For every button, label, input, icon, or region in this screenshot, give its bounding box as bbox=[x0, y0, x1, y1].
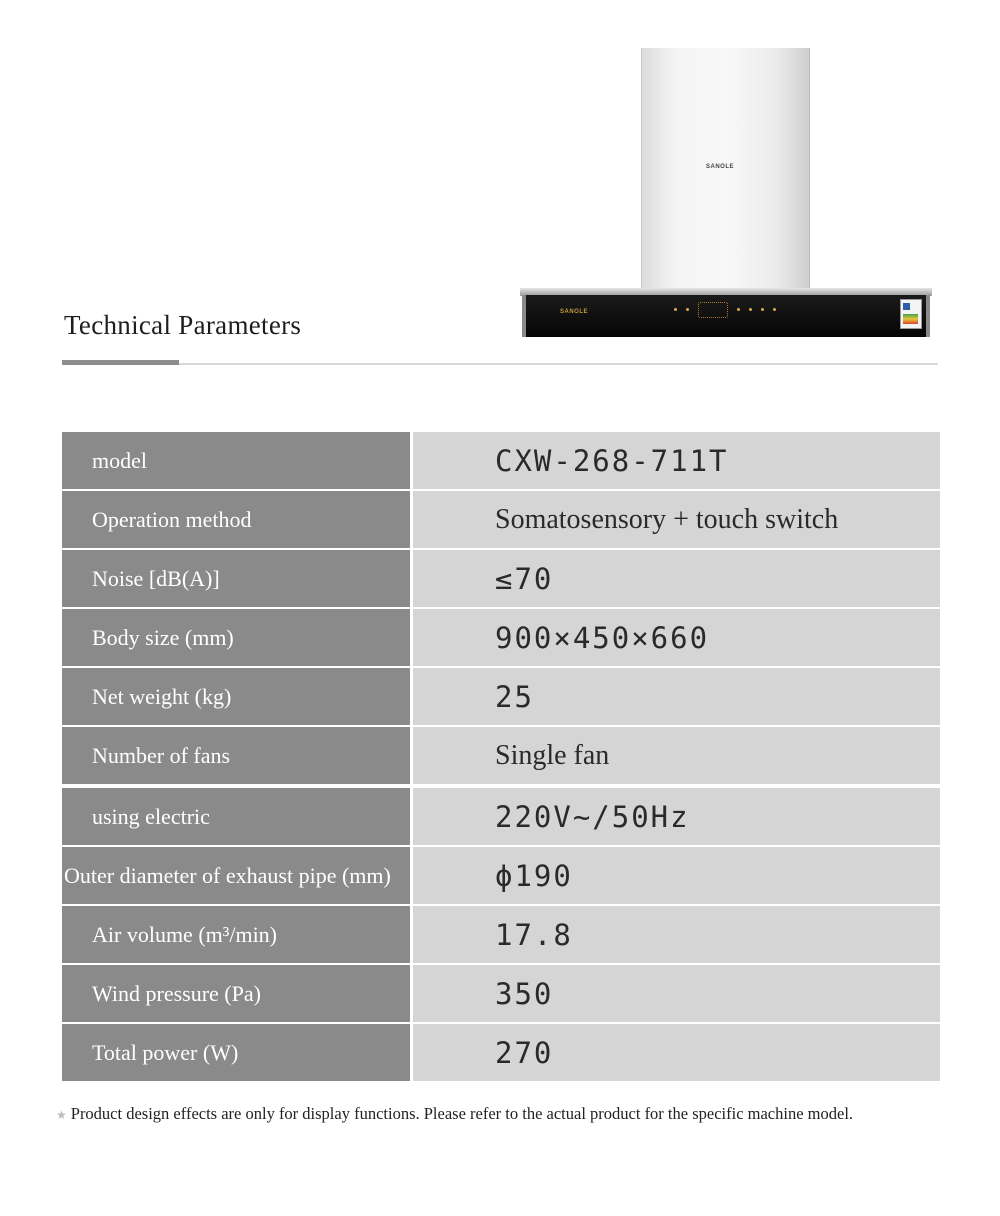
spec-label: Net weight (kg) bbox=[62, 668, 410, 725]
panel-brand-logo: SANOLE bbox=[560, 309, 589, 315]
hood-chimney bbox=[641, 48, 810, 294]
disclaimer-note bbox=[56, 1104, 853, 1124]
table-row bbox=[62, 432, 940, 489]
spec-label: Air volume (m³/min) bbox=[62, 906, 410, 963]
spec-value: 220V~/50Hz bbox=[413, 788, 940, 845]
spec-label: Wind pressure (Pa) bbox=[62, 965, 410, 1022]
spec-label: model bbox=[62, 432, 410, 489]
table-row bbox=[62, 550, 940, 607]
title-divider bbox=[62, 363, 938, 365]
spec-value: ≤70 bbox=[413, 550, 940, 607]
table-row bbox=[62, 491, 940, 548]
disclaimer-text: Product design effects are only for display functions. Please refer to the actual product for the specific machine model. bbox=[70, 1104, 854, 1123]
table-row bbox=[62, 668, 940, 725]
table-row bbox=[62, 965, 940, 1022]
spec-value: 350 bbox=[413, 965, 940, 1022]
spec-value: 900×450×660 bbox=[413, 609, 940, 666]
range-hood-image bbox=[520, 48, 932, 340]
title-divider-accent bbox=[62, 360, 179, 365]
table-row bbox=[62, 906, 940, 963]
display-window-icon bbox=[698, 302, 728, 318]
spec-label: Operation method bbox=[62, 491, 410, 548]
touch-key-icon bbox=[749, 308, 752, 311]
spec-value: ϕ190 bbox=[413, 847, 940, 904]
hood-control-panel bbox=[522, 295, 930, 337]
spec-value: 270 bbox=[413, 1024, 940, 1081]
table-row bbox=[62, 1024, 940, 1081]
touch-key-icon bbox=[773, 308, 776, 311]
chimney-brand-logo: SANOLE bbox=[706, 164, 735, 170]
touch-key-icon bbox=[761, 308, 764, 311]
star-icon: ★ bbox=[56, 1108, 67, 1122]
spec-value: Single fan bbox=[413, 727, 940, 784]
spec-label: using electric bbox=[62, 788, 410, 845]
spec-value: 25 bbox=[413, 668, 940, 725]
spec-value: 17.8 bbox=[413, 906, 940, 963]
table-row bbox=[62, 727, 940, 784]
spec-label: Total power (W) bbox=[62, 1024, 410, 1081]
spec-label: Noise [dB(A)] bbox=[62, 550, 410, 607]
touch-key-icon bbox=[737, 308, 740, 311]
spec-label: Outer diameter of exhaust pipe (mm) bbox=[62, 847, 410, 904]
spec-label: Body size (mm) bbox=[62, 609, 410, 666]
spec-value: CXW-268-711T bbox=[413, 432, 940, 489]
touch-key-icon bbox=[674, 308, 677, 311]
touch-keys bbox=[674, 308, 776, 318]
touch-key-icon bbox=[686, 308, 689, 311]
table-row bbox=[62, 847, 940, 904]
table-row bbox=[62, 609, 940, 666]
spec-label: Number of fans bbox=[62, 727, 410, 784]
page-title: Technical Parameters bbox=[64, 310, 302, 340]
spec-value: Somatosensory + touch switch bbox=[413, 491, 940, 548]
energy-label-sticker bbox=[900, 299, 922, 329]
table-row bbox=[62, 788, 940, 845]
